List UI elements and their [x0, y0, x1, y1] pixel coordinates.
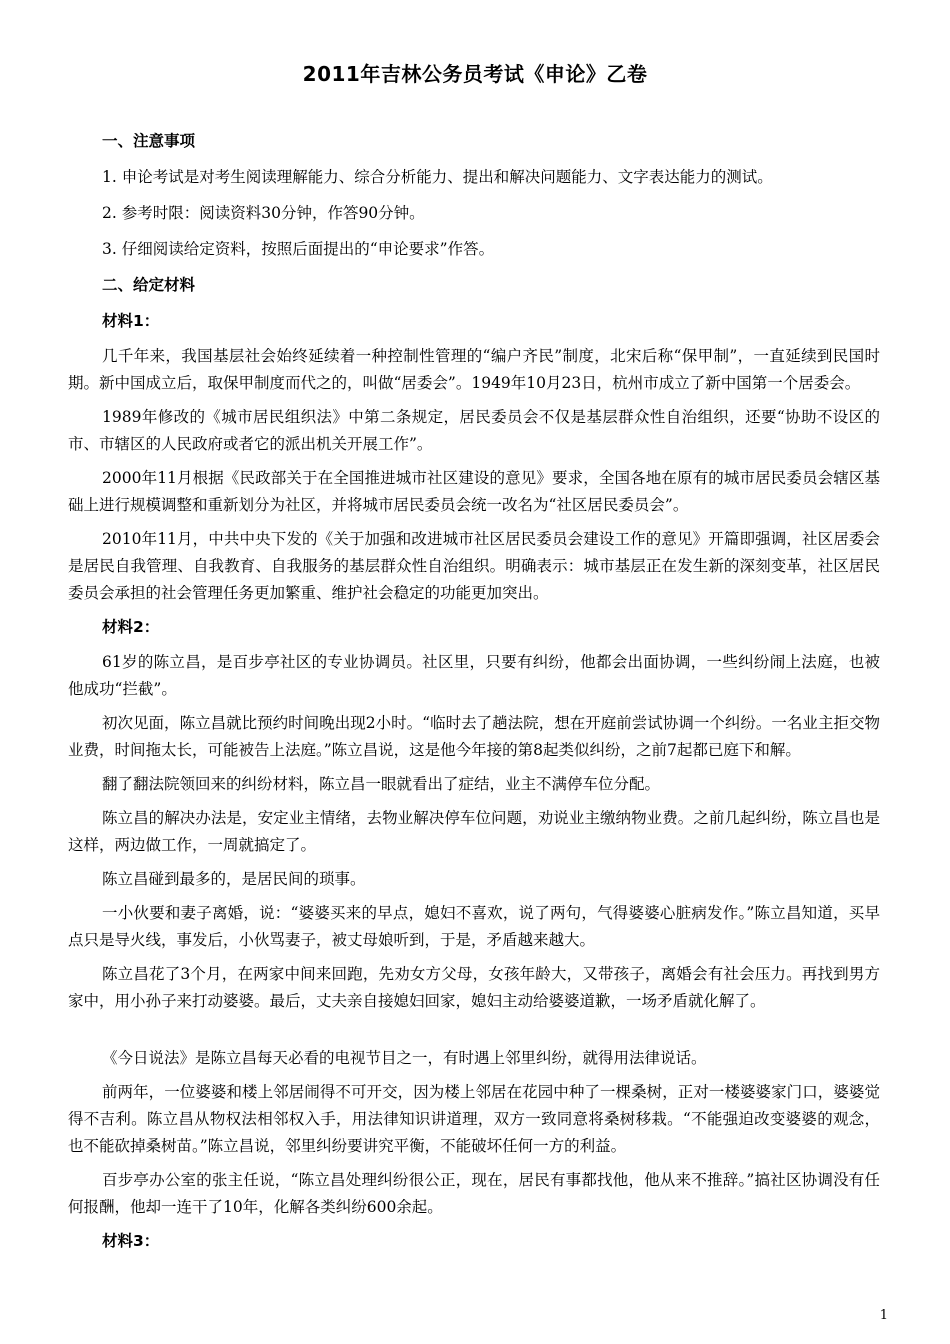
note-item: 3. 仔细阅读给定资料，按照后面提出的“申论要求”作答。	[102, 240, 495, 258]
paragraph: 几千年来，我国基层社会始终延续着一种控制性管理的“编户齐民”制度，北宋后称“保甲制”，一直延续到民国时期。新中国成立后，取保甲制度而代之的，叫做“居委会”。1949年10月23日，杭州市成立了新中国第一个居委会。	[68, 347, 880, 392]
paragraph: 百步亭办公室的张主任说，“陈立昌处理纠纷很公正，现在，居民有事都找他，他从来不推辞。”搞社区协调没有任何报酬，他却一连干了10年，化解各类纠纷600余起。	[68, 1171, 880, 1216]
section-heading-materials: 二、给定材料	[102, 276, 196, 294]
section-heading-notes: 一、注意事项	[102, 132, 196, 150]
paragraph: 陈立昌碰到最多的，是居民间的琐事。	[102, 870, 366, 888]
page-number: 1	[879, 1308, 888, 1323]
paragraph: 前两年，一位婆婆和楼上邻居闹得不可开交，因为楼上邻居在花园中种了一棵桑树，正对一楼婆婆家门口，婆婆觉得不吉利。陈立昌从物权法相邻权入手，用法律知识讲道理，双方一致同意将桑树移栽。“不能强迫改变婆婆的观念，也不能砍掉桑树苗。”陈立昌说，邻里纠纷要讲究平衡，不能破坏任何一方的利益。	[68, 1083, 880, 1155]
paragraph: 翻了翻法院领回来的纠纷材料，陈立昌一眼就看出了症结，业主不满停车位分配。	[102, 775, 661, 793]
paragraph: 陈立昌的解决办法是，安定业主情绪，去物业解决停车位问题，劝说业主缴纳物业费。之前几起纠纷，陈立昌也是这样，两边做工作，一周就搞定了。	[68, 809, 880, 854]
paragraph: 一小伙要和妻子离婚，说：“婆婆买来的早点，媳妇不喜欢，说了两句，气得婆婆心脏病发作。”陈立昌知道，买早点只是导火线，事发后，小伙骂妻子，被丈母娘听到，于是，矛盾越来越大。	[68, 904, 880, 949]
material-label-2: 材料2：	[102, 618, 160, 636]
paragraph: 61岁的陈立昌，是百步亭社区的专业协调员。社区里，只要有纠纷，他都会出面协调，一些纠纷闹上法庭，也被他成功“拦截”。	[68, 653, 880, 698]
note-item: 2. 参考时限：阅读资料30分钟，作答90分钟。	[102, 204, 425, 222]
material-label-3: 材料3：	[102, 1232, 160, 1250]
material-label-1: 材料1：	[102, 312, 160, 330]
paragraph: 《今日说法》是陈立昌每天必看的电视节目之一，有时遇上邻里纠纷，就得用法律说话。	[102, 1049, 707, 1067]
paragraph: 2000年11月根据《民政部关于在全国推进城市社区建设的意见》要求，全国各地在原有的城市居民委员会辖区基础上进行规模调整和重新划分为社区，并将城市居民委员会统一改名为“社区居民委员会”。	[68, 469, 880, 514]
paragraph: 初次见面，陈立昌就比预约时间晚出现2小时。“临时去了趟法院，想在开庭前尝试协调一个纠纷。一名业主拒交物业费，时间拖太长，可能被告上法庭。”陈立昌说，这是他今年接的第8起类似纠纷，之前7起都已庭下和解。	[68, 714, 880, 759]
paragraph: 陈立昌花了3个月，在两家中间来回跑，先劝女方父母，女孩年龄大，又带孩子，离婚会有社会压力。再找到男方家中，用小孙子来打动婆婆。最后，丈夫亲自接媳妇回家，媳妇主动给婆婆道歉，一场矛盾就化解了。	[68, 965, 880, 1010]
paragraph: 1989年修改的《城市居民组织法》中第二条规定，居民委员会不仅是基层群众性自治组织，还要“协助不设区的市、市辖区的人民政府或者它的派出机关开展工作”。	[68, 408, 880, 453]
document-title: 2011年吉林公务员考试《申论》乙卷	[302, 62, 648, 86]
note-item: 1. 申论考试是对考生阅读理解能力、综合分析能力、提出和解决问题能力、文字表达能力的测试。	[102, 168, 773, 186]
paragraph: 2010年11月，中共中央下发的《关于加强和改进城市社区居民委员会建设工作的意见》开篇即强调，社区居委会是居民自我管理、自我教育、自我服务的基层群众性自治组织。明确表示：城市基层正在发生新的深刻变革，社区居民委员会承担的社会管理任务更加繁重、维护社会稳定的功能更加突出。	[68, 530, 880, 602]
document-body	[68, 128, 880, 1263]
